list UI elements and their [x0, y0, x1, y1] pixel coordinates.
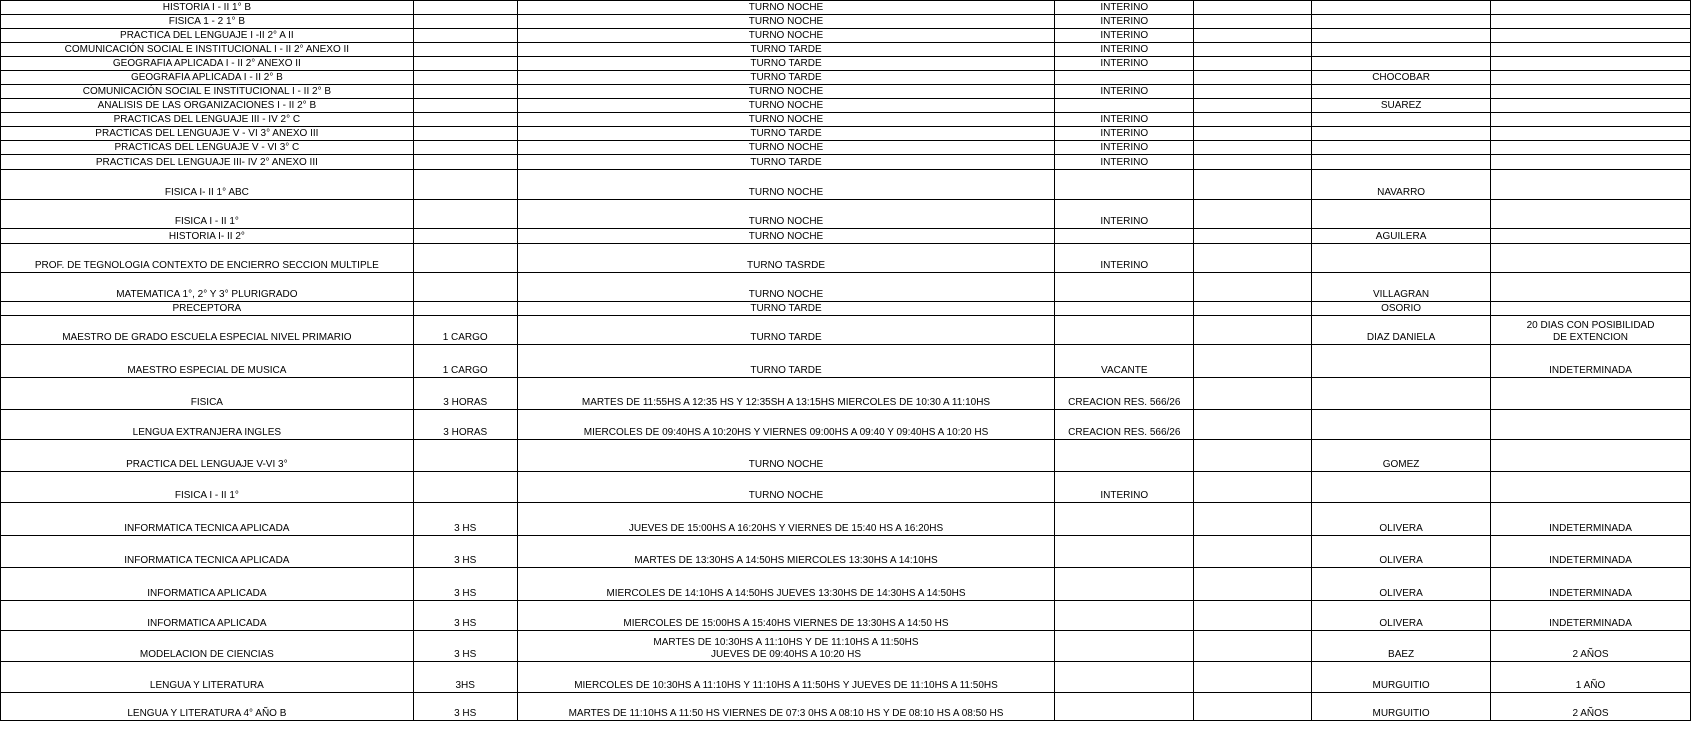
cell-quantity[interactable]: 3 HS — [413, 536, 517, 568]
cell-schedule[interactable]: TURNO NOCHE — [517, 273, 1055, 302]
cell-extra[interactable] — [1194, 71, 1312, 85]
cell-teacher[interactable] — [1312, 345, 1491, 378]
table-row — [1, 170, 1691, 200]
cell-teacher[interactable] — [1312, 1, 1491, 15]
table-row — [1, 15, 1691, 29]
cell-extra[interactable] — [1194, 155, 1312, 170]
cell-status[interactable] — [1055, 693, 1194, 721]
cell-extra[interactable] — [1194, 141, 1312, 155]
cell-quantity[interactable] — [413, 127, 517, 141]
table-row — [1, 378, 1691, 410]
cell-duration[interactable] — [1491, 273, 1691, 302]
cell-duration[interactable]: 2 AÑOS — [1491, 693, 1691, 721]
table-row — [1, 127, 1691, 141]
cell-schedule[interactable]: MARTES DE 10:30HS A 11:10HS Y DE 11:10HS A 11:50HS JUEVES DE 09:40HS A 10:20 HS — [517, 631, 1055, 662]
cell-schedule[interactable]: MARTES DE 11:10HS A 11:50 HS VIERNES DE 07:3 0HS A 08:10 HS Y DE 08:10 HS A 08:50 HS — [517, 693, 1055, 721]
cell-teacher[interactable] — [1312, 43, 1491, 57]
cell-schedule[interactable]: TURNO NOCHE — [517, 99, 1055, 113]
cell-duration[interactable]: INDETERMINADA — [1491, 345, 1691, 378]
cell-teacher[interactable] — [1312, 200, 1491, 229]
cell-extra[interactable] — [1194, 15, 1312, 29]
cell-schedule[interactable]: TURNO NOCHE — [517, 170, 1055, 200]
table-row — [1, 244, 1691, 273]
table-row — [1, 155, 1691, 170]
cell-extra[interactable] — [1194, 1, 1312, 15]
cell-subject[interactable]: PROF. DE TEGNOLOGIA CONTEXTO DE ENCIERRO SECCION MULTIPLE — [1, 244, 414, 273]
cell-subject[interactable]: FISICA I - II 1° — [1, 472, 414, 503]
cell-teacher[interactable]: OLIVERA — [1312, 503, 1491, 536]
cell-schedule[interactable]: MARTES DE 11:55HS A 12:35 HS Y 12:35SH A 13:15HS MIERCOLES DE 10:30 A 11:10HS — [517, 378, 1055, 410]
table-row — [1, 440, 1691, 472]
cell-status[interactable]: INTERINO — [1055, 113, 1194, 127]
cell-subject[interactable]: FISICA — [1, 378, 414, 410]
cell-subject[interactable]: INFORMATICA APLICADA — [1, 568, 414, 601]
cell-teacher[interactable] — [1312, 29, 1491, 43]
cell-schedule[interactable]: TURNO NOCHE — [517, 472, 1055, 503]
cell-status[interactable]: CREACION RES. 566/26 — [1055, 410, 1194, 440]
cell-extra[interactable] — [1194, 244, 1312, 273]
cell-extra[interactable] — [1194, 43, 1312, 57]
cell-extra[interactable] — [1194, 85, 1312, 99]
cell-duration[interactable] — [1491, 141, 1691, 155]
cell-duration[interactable] — [1491, 410, 1691, 440]
cell-schedule[interactable]: TURNO TARDE — [517, 345, 1055, 378]
cell-status[interactable] — [1055, 631, 1194, 662]
cell-duration[interactable] — [1491, 200, 1691, 229]
cell-extra[interactable] — [1194, 631, 1312, 662]
cell-duration[interactable] — [1491, 29, 1691, 43]
cell-duration[interactable]: INDETERMINADA — [1491, 568, 1691, 601]
spreadsheet-body — [1, 1, 1691, 721]
cell-schedule[interactable]: TURNO NOCHE — [517, 141, 1055, 155]
cell-duration[interactable] — [1491, 1, 1691, 15]
cell-schedule[interactable]: TURNO NOCHE — [517, 1, 1055, 15]
cell-schedule[interactable]: JUEVES DE 15:00HS A 16:20HS Y VIERNES DE 15:40 HS A 16:20HS — [517, 503, 1055, 536]
cell-status[interactable] — [1055, 503, 1194, 536]
table-row — [1, 536, 1691, 568]
cell-subject[interactable]: FISICA 1 - 2 1° B — [1, 15, 414, 29]
cell-teacher[interactable]: DIAZ DANIELA — [1312, 316, 1491, 345]
cell-status[interactable]: INTERINO — [1055, 43, 1194, 57]
cell-subject[interactable]: PRACTICAS DEL LENGUAJE V - VI 3° ANEXO III — [1, 127, 414, 141]
cell-teacher[interactable]: AGUILERA — [1312, 229, 1491, 244]
cell-quantity[interactable]: 3 HS — [413, 693, 517, 721]
cell-subject[interactable]: MODELACION DE CIENCIAS — [1, 631, 414, 662]
cell-teacher[interactable]: SUAREZ — [1312, 99, 1491, 113]
cell-quantity[interactable] — [413, 85, 517, 99]
cell-quantity[interactable] — [413, 440, 517, 472]
cell-extra[interactable] — [1194, 378, 1312, 410]
cell-status[interactable]: INTERINO — [1055, 85, 1194, 99]
cell-schedule[interactable]: TURNO TARDE — [517, 316, 1055, 345]
cell-subject[interactable]: PRACTICA DEL LENGUAJE I -II 2° A II — [1, 29, 414, 43]
cell-teacher[interactable] — [1312, 410, 1491, 440]
cell-schedule[interactable]: TURNO TARDE — [517, 71, 1055, 85]
cell-teacher[interactable] — [1312, 472, 1491, 503]
table-row — [1, 631, 1691, 662]
cell-quantity[interactable]: 3HS — [413, 662, 517, 693]
cell-quantity[interactable] — [413, 43, 517, 57]
cell-teacher[interactable]: NAVARRO — [1312, 170, 1491, 200]
cell-quantity[interactable] — [413, 244, 517, 273]
table-row — [1, 316, 1691, 345]
cell-extra[interactable] — [1194, 127, 1312, 141]
cell-duration[interactable] — [1491, 15, 1691, 29]
cell-quantity[interactable] — [413, 71, 517, 85]
cell-schedule[interactable]: TURNO NOCHE — [517, 200, 1055, 229]
cell-extra[interactable] — [1194, 113, 1312, 127]
cell-status[interactable] — [1055, 170, 1194, 200]
cell-schedule[interactable]: TURNO TARDE — [517, 57, 1055, 71]
cell-quantity[interactable]: 3 HS — [413, 568, 517, 601]
cell-quantity[interactable]: 3 HORAS — [413, 378, 517, 410]
cell-duration[interactable] — [1491, 85, 1691, 99]
table-row — [1, 29, 1691, 43]
cell-teacher[interactable] — [1312, 244, 1491, 273]
cell-status[interactable] — [1055, 536, 1194, 568]
cell-quantity[interactable] — [413, 1, 517, 15]
cell-schedule[interactable]: TURNO NOCHE — [517, 29, 1055, 43]
cell-extra[interactable] — [1194, 410, 1312, 440]
cell-teacher[interactable] — [1312, 155, 1491, 170]
cell-status[interactable]: INTERINO — [1055, 15, 1194, 29]
table-row — [1, 662, 1691, 693]
cell-subject[interactable]: PRACTICAS DEL LENGUAJE V - VI 3° C — [1, 141, 414, 155]
cell-schedule[interactable]: TURNO TARDE — [517, 155, 1055, 170]
cell-duration[interactable] — [1491, 378, 1691, 410]
cell-subject[interactable]: FISICA I- II 1° ABC — [1, 170, 414, 200]
cell-subject[interactable]: PRECEPTORA — [1, 302, 414, 316]
cell-duration[interactable] — [1491, 71, 1691, 85]
cell-status[interactable]: CREACION RES. 566/26 — [1055, 378, 1194, 410]
cell-subject[interactable]: GEOGRAFIA APLICADA I - II 2° B — [1, 71, 414, 85]
table-row — [1, 113, 1691, 127]
table-row — [1, 1, 1691, 15]
cell-quantity[interactable] — [413, 302, 517, 316]
cell-subject[interactable]: LENGUA EXTRANJERA INGLES — [1, 410, 414, 440]
cell-extra[interactable] — [1194, 302, 1312, 316]
cell-subject[interactable]: INFORMATICA APLICADA — [1, 601, 414, 631]
cell-quantity[interactable]: 1 CARGO — [413, 316, 517, 345]
cell-teacher[interactable]: MURGUITIO — [1312, 662, 1491, 693]
cell-extra[interactable] — [1194, 316, 1312, 345]
cell-quantity[interactable] — [413, 273, 517, 302]
cell-duration[interactable] — [1491, 155, 1691, 170]
cell-schedule[interactable]: MIERCOLES DE 10:30HS A 11:10HS Y 11:10HS A 11:50HS Y JUEVES DE 11:10HS A 11:50HS — [517, 662, 1055, 693]
cell-teacher[interactable] — [1312, 127, 1491, 141]
cell-schedule[interactable]: TURNO NOCHE — [517, 85, 1055, 99]
cell-status[interactable] — [1055, 229, 1194, 244]
cell-status[interactable] — [1055, 302, 1194, 316]
cell-status[interactable]: INTERINO — [1055, 244, 1194, 273]
cell-subject[interactable]: HISTORIA I- II 2° — [1, 229, 414, 244]
cell-extra[interactable] — [1194, 503, 1312, 536]
cell-quantity[interactable] — [413, 141, 517, 155]
cell-quantity[interactable] — [413, 170, 517, 200]
cell-extra[interactable] — [1194, 170, 1312, 200]
cell-teacher[interactable] — [1312, 378, 1491, 410]
cell-schedule[interactable]: MIERCOLES DE 15:00HS A 15:40HS VIERNES DE 13:30HS A 14:50 HS — [517, 601, 1055, 631]
cell-duration[interactable] — [1491, 170, 1691, 200]
table-row — [1, 693, 1691, 721]
cell-duration[interactable] — [1491, 472, 1691, 503]
cell-subject[interactable]: LENGUA Y LITERATURA — [1, 662, 414, 693]
cell-status[interactable] — [1055, 99, 1194, 113]
cell-subject[interactable]: LENGUA Y LITERATURA 4° AÑO B — [1, 693, 414, 721]
cell-subject[interactable]: PRACTICAS DEL LENGUAJE III - IV 2° C — [1, 113, 414, 127]
cell-subject[interactable]: GEOGRAFIA APLICADA I - II 2° ANEXO II — [1, 57, 414, 71]
cell-extra[interactable] — [1194, 662, 1312, 693]
cell-extra[interactable] — [1194, 57, 1312, 71]
cell-status[interactable]: INTERINO — [1055, 1, 1194, 15]
cell-extra[interactable] — [1194, 29, 1312, 43]
table-row — [1, 503, 1691, 536]
cell-subject[interactable]: MAESTRO ESPECIAL DE MUSICA — [1, 345, 414, 378]
cell-teacher[interactable] — [1312, 15, 1491, 29]
cell-schedule[interactable]: TURNO NOCHE — [517, 440, 1055, 472]
cell-duration[interactable]: INDETERMINADA — [1491, 536, 1691, 568]
cell-subject[interactable]: PRACTICAS DEL LENGUAJE III- IV 2° ANEXO III — [1, 155, 414, 170]
cell-quantity[interactable]: 3 HS — [413, 631, 517, 662]
cell-quantity[interactable] — [413, 57, 517, 71]
cell-schedule[interactable]: TURNO NOCHE — [517, 113, 1055, 127]
cell-duration[interactable] — [1491, 43, 1691, 57]
cell-schedule[interactable]: TURNO TARDE — [517, 302, 1055, 316]
cell-quantity[interactable]: 1 CARGO — [413, 345, 517, 378]
cell-extra[interactable] — [1194, 273, 1312, 302]
cell-status[interactable]: INTERINO — [1055, 155, 1194, 170]
cell-quantity[interactable] — [413, 472, 517, 503]
cell-status[interactable] — [1055, 71, 1194, 85]
table-row — [1, 302, 1691, 316]
cell-quantity[interactable] — [413, 29, 517, 43]
cell-extra[interactable] — [1194, 345, 1312, 378]
table-row — [1, 568, 1691, 601]
cell-quantity[interactable]: 3 HS — [413, 601, 517, 631]
cell-subject[interactable]: MAESTRO DE GRADO ESCUELA ESPECIAL NIVEL PRIMARIO — [1, 316, 414, 345]
cell-extra[interactable] — [1194, 440, 1312, 472]
cell-extra[interactable] — [1194, 229, 1312, 244]
cell-teacher[interactable]: GOMEZ — [1312, 440, 1491, 472]
cell-status[interactable]: INTERINO — [1055, 57, 1194, 71]
cell-teacher[interactable]: MURGUITIO — [1312, 693, 1491, 721]
table-row — [1, 141, 1691, 155]
cell-teacher[interactable] — [1312, 85, 1491, 99]
cell-quantity[interactable] — [413, 113, 517, 127]
table-row — [1, 472, 1691, 503]
cell-teacher[interactable]: OLIVERA — [1312, 536, 1491, 568]
cell-duration[interactable]: 1 AÑO — [1491, 662, 1691, 693]
cell-schedule[interactable]: TURNO TARDE — [517, 127, 1055, 141]
cell-status[interactable] — [1055, 568, 1194, 601]
cell-subject[interactable]: MATEMATICA 1°, 2° Y 3° PLURIGRADO — [1, 273, 414, 302]
cell-subject[interactable]: ANALISIS DE LAS ORGANIZACIONES I - II 2° B — [1, 99, 414, 113]
cell-subject[interactable]: COMUNICACIÓN SOCIAL E INSTITUCIONAL I - II 2° B — [1, 85, 414, 99]
cell-extra[interactable] — [1194, 601, 1312, 631]
cell-teacher[interactable]: BAEZ — [1312, 631, 1491, 662]
cell-schedule[interactable]: TURNO TARDE — [517, 43, 1055, 57]
cell-subject[interactable]: PRACTICA DEL LENGUAJE V-VI 3° — [1, 440, 414, 472]
cell-quantity[interactable]: 3 HORAS — [413, 410, 517, 440]
cell-subject[interactable]: HISTORIA I - II 1° B — [1, 1, 414, 15]
cell-extra[interactable] — [1194, 693, 1312, 721]
cell-schedule[interactable]: MIERCOLES DE 09:40HS A 10:20HS Y VIERNES 09:00HS A 09:40 Y 09:40HS A 10:20 HS — [517, 410, 1055, 440]
table-row — [1, 99, 1691, 113]
table-row — [1, 85, 1691, 99]
cell-quantity[interactable] — [413, 200, 517, 229]
cell-schedule[interactable]: TURNO NOCHE — [517, 15, 1055, 29]
cell-status[interactable]: INTERINO — [1055, 29, 1194, 43]
table-row — [1, 229, 1691, 244]
cell-schedule[interactable]: MARTES DE 13:30HS A 14:50HS MIERCOLES 13:30HS A 14:10HS — [517, 536, 1055, 568]
cell-schedule[interactable]: TURNO TASRDE — [517, 244, 1055, 273]
table-row — [1, 43, 1691, 57]
cell-duration[interactable] — [1491, 127, 1691, 141]
cell-teacher[interactable]: OLIVERA — [1312, 568, 1491, 601]
cell-teacher[interactable] — [1312, 57, 1491, 71]
cell-subject[interactable]: INFORMATICA TECNICA APLICADA — [1, 503, 414, 536]
cell-status[interactable] — [1055, 316, 1194, 345]
cell-status[interactable] — [1055, 273, 1194, 302]
cell-duration[interactable] — [1491, 440, 1691, 472]
cell-quantity[interactable] — [413, 155, 517, 170]
cell-quantity[interactable] — [413, 15, 517, 29]
table-row — [1, 200, 1691, 229]
cell-extra[interactable] — [1194, 99, 1312, 113]
cell-status[interactable] — [1055, 440, 1194, 472]
cell-status[interactable] — [1055, 662, 1194, 693]
cell-quantity[interactable] — [413, 99, 517, 113]
cell-status[interactable] — [1055, 601, 1194, 631]
cell-duration[interactable]: INDETERMINADA — [1491, 503, 1691, 536]
cell-status[interactable]: INTERINO — [1055, 127, 1194, 141]
cell-schedule[interactable]: MIERCOLES DE 14:10HS A 14:50HS JUEVES 13:30HS DE 14:30HS A 14:50HS — [517, 568, 1055, 601]
table-row — [1, 345, 1691, 378]
cell-quantity[interactable]: 3 HS — [413, 503, 517, 536]
cell-duration[interactable] — [1491, 302, 1691, 316]
cell-teacher[interactable]: OLIVERA — [1312, 601, 1491, 631]
cell-extra[interactable] — [1194, 472, 1312, 503]
cell-status[interactable]: VACANTE — [1055, 345, 1194, 378]
cell-duration[interactable] — [1491, 244, 1691, 273]
cell-duration[interactable] — [1491, 57, 1691, 71]
table-row — [1, 71, 1691, 85]
cell-status[interactable]: INTERINO — [1055, 472, 1194, 503]
table-row — [1, 601, 1691, 631]
cell-duration[interactable]: 20 DIAS CON POSIBILIDAD DE EXTENCION — [1491, 316, 1691, 345]
cell-extra[interactable] — [1194, 200, 1312, 229]
cell-teacher[interactable]: VILLAGRAN — [1312, 273, 1491, 302]
cell-teacher[interactable] — [1312, 141, 1491, 155]
cell-extra[interactable] — [1194, 536, 1312, 568]
cell-duration[interactable] — [1491, 113, 1691, 127]
table-row — [1, 57, 1691, 71]
cell-subject[interactable]: FISICA I - II 1° — [1, 200, 414, 229]
cell-status[interactable]: INTERINO — [1055, 200, 1194, 229]
cell-schedule[interactable]: TURNO NOCHE — [517, 229, 1055, 244]
cell-duration[interactable]: INDETERMINADA — [1491, 601, 1691, 631]
cell-quantity[interactable] — [413, 229, 517, 244]
table-row — [1, 410, 1691, 440]
cell-teacher[interactable]: CHOCOBAR — [1312, 71, 1491, 85]
cell-extra[interactable] — [1194, 568, 1312, 601]
cell-duration[interactable] — [1491, 99, 1691, 113]
cell-teacher[interactable]: OSORIO — [1312, 302, 1491, 316]
cell-subject[interactable]: COMUNICACIÓN SOCIAL E INSTITUCIONAL I - II 2° ANEXO II — [1, 43, 414, 57]
cell-status[interactable]: INTERINO — [1055, 141, 1194, 155]
cell-duration[interactable]: 2 AÑOS — [1491, 631, 1691, 662]
cell-duration[interactable] — [1491, 229, 1691, 244]
cell-subject[interactable]: INFORMATICA TECNICA APLICADA — [1, 536, 414, 568]
cell-teacher[interactable] — [1312, 113, 1491, 127]
table-row — [1, 273, 1691, 302]
